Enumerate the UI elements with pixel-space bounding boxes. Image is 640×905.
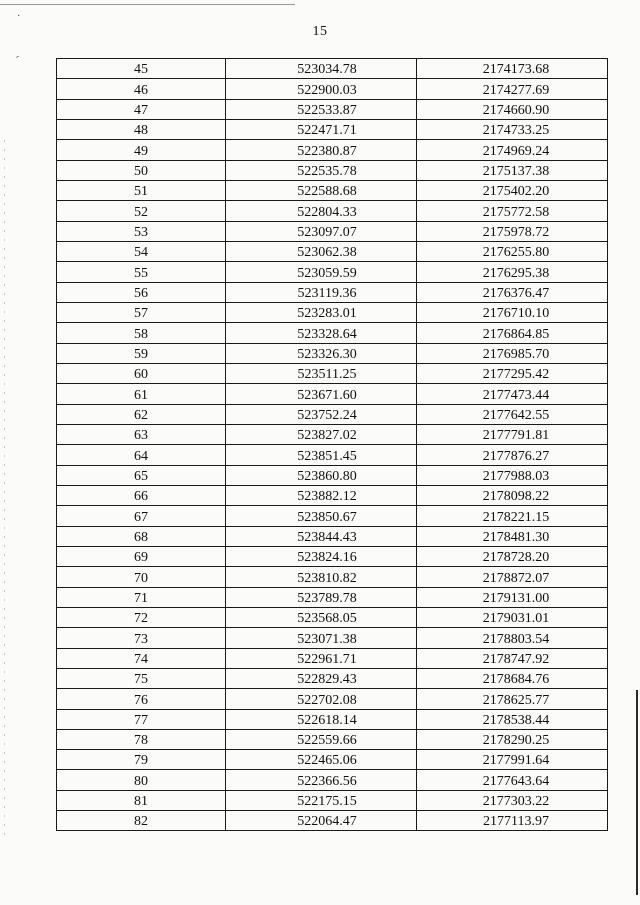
cell-text: 523860.80 (297, 468, 357, 484)
cell-text: 68 (134, 529, 148, 545)
y-coordinate-cell (417, 282, 608, 302)
table-row (57, 526, 608, 546)
point-number-cell (57, 140, 226, 160)
cell-text: 2174173.68 (482, 62, 550, 78)
cell-text: 2177791.81 (482, 428, 550, 444)
cell-text: 57 (134, 306, 148, 322)
cell-text: 51 (134, 184, 148, 200)
page-number: 15 (312, 24, 328, 39)
cell-text: 2174660.90 (482, 102, 550, 118)
y-coordinate-cell (417, 262, 608, 282)
y-coordinate-cell (417, 506, 608, 526)
table-row (57, 404, 608, 424)
cell-text: 523119.36 (297, 285, 357, 301)
cell-text: 523059.59 (297, 265, 357, 281)
point-number-cell (57, 119, 226, 139)
point-number-cell (57, 323, 226, 343)
x-coordinate-cell (226, 648, 417, 668)
table-row (57, 811, 608, 831)
cell-text: 60 (134, 367, 148, 383)
cell-text: 2175402.20 (482, 184, 550, 200)
x-coordinate-cell (226, 384, 417, 404)
point-number-cell (57, 201, 226, 221)
coordinates-table (56, 58, 608, 831)
y-coordinate-cell (417, 119, 608, 139)
table-row (57, 628, 608, 648)
point-number-cell (57, 302, 226, 322)
table-row (57, 282, 608, 302)
y-coordinate-cell (417, 628, 608, 648)
x-coordinate-cell (226, 262, 417, 282)
x-coordinate-cell (226, 424, 417, 444)
cell-text: 522175.15 (297, 794, 357, 810)
table-row (57, 363, 608, 383)
x-coordinate-cell (226, 770, 417, 790)
cell-text: 2178221.15 (482, 509, 550, 525)
cell-text: 47 (134, 102, 148, 118)
cell-text: 2175978.72 (482, 224, 550, 240)
point-number-cell (57, 668, 226, 688)
table-row (57, 546, 608, 566)
scan-margin-dots (4, 140, 5, 840)
table-row (57, 648, 608, 668)
cell-text: 2178538.44 (482, 712, 550, 728)
cell-text: 54 (134, 245, 148, 261)
point-number-cell (57, 241, 226, 261)
cell-text: 523789.78 (297, 590, 357, 606)
y-coordinate-cell (417, 424, 608, 444)
cell-text: 2177303.22 (482, 794, 550, 810)
table-row (57, 607, 608, 627)
cell-text: 2177988.03 (482, 468, 550, 484)
x-coordinate-cell (226, 750, 417, 770)
point-number-cell (57, 282, 226, 302)
cell-text: 2176255.80 (482, 245, 550, 261)
point-number-cell (57, 465, 226, 485)
cell-text: 522804.33 (297, 204, 357, 220)
cell-text: 523097.07 (297, 224, 357, 240)
y-coordinate-cell (417, 363, 608, 383)
cell-text: 522465.06 (297, 753, 357, 769)
point-number-cell (57, 384, 226, 404)
cell-text: 2174277.69 (482, 82, 550, 98)
cell-text: 2174969.24 (482, 143, 550, 159)
cell-text: 2178684.76 (482, 672, 550, 688)
point-number-cell (57, 689, 226, 709)
point-number-cell (57, 160, 226, 180)
table-row (57, 485, 608, 505)
table-row (57, 750, 608, 770)
point-number-cell (57, 750, 226, 770)
table-row (57, 262, 608, 282)
point-number-cell (57, 628, 226, 648)
y-coordinate-cell (417, 485, 608, 505)
cell-text: 65 (134, 468, 148, 484)
cell-text: 78 (134, 733, 148, 749)
cell-text: 522535.78 (297, 163, 357, 179)
y-coordinate-cell (417, 79, 608, 99)
cell-text: 63 (134, 428, 148, 444)
x-coordinate-cell (226, 241, 417, 261)
cell-text: 66 (134, 489, 148, 505)
x-coordinate-cell (226, 140, 417, 160)
cell-text: 2176295.38 (482, 265, 550, 281)
cell-text: 2178098.22 (482, 489, 550, 505)
cell-text: 46 (134, 82, 148, 98)
cell-text: 67 (134, 509, 148, 525)
cell-text: 2179131.00 (482, 590, 550, 606)
x-coordinate-cell (226, 506, 417, 526)
cell-text: 2178290.25 (482, 733, 550, 749)
cell-text: 2178803.54 (482, 631, 550, 647)
x-coordinate-cell (226, 587, 417, 607)
table-row (57, 790, 608, 810)
cell-text: 522064.47 (297, 814, 357, 830)
point-number-cell (57, 343, 226, 363)
cell-text: 82 (134, 814, 148, 830)
cell-text: 2178481.30 (482, 529, 550, 545)
point-number-cell (57, 262, 226, 282)
cell-text: 523568.05 (297, 611, 357, 627)
table-row (57, 567, 608, 587)
x-coordinate-cell (226, 790, 417, 810)
point-number-cell (57, 607, 226, 627)
table-row (57, 99, 608, 119)
table-row (57, 59, 608, 79)
point-number-cell (57, 363, 226, 383)
y-coordinate-cell (417, 404, 608, 424)
cell-text: 80 (134, 773, 148, 789)
cell-text: 2178625.77 (482, 692, 550, 708)
x-coordinate-cell (226, 567, 417, 587)
point-number-cell (57, 180, 226, 200)
y-coordinate-cell (417, 567, 608, 587)
cell-text: 48 (134, 123, 148, 139)
cell-text: 523752.24 (297, 407, 357, 423)
cell-text: 50 (134, 163, 148, 179)
cell-text: 523851.45 (297, 448, 357, 464)
table-row (57, 709, 608, 729)
cell-text: 2174733.25 (482, 123, 550, 139)
cell-text: 2179031.01 (482, 611, 550, 627)
point-number-cell (57, 770, 226, 790)
y-coordinate-cell (417, 180, 608, 200)
x-coordinate-cell (226, 607, 417, 627)
cell-text: 523850.67 (297, 509, 357, 525)
table-row (57, 506, 608, 526)
point-number-cell (57, 404, 226, 424)
cell-text: 2176376.47 (482, 285, 550, 301)
cell-text: 522366.56 (297, 773, 357, 789)
point-number-cell (57, 485, 226, 505)
x-coordinate-cell (226, 546, 417, 566)
point-number-cell (57, 790, 226, 810)
y-coordinate-cell (417, 140, 608, 160)
x-coordinate-cell (226, 282, 417, 302)
table-row (57, 343, 608, 363)
top-rule (0, 4, 295, 5)
cell-text: 522533.87 (297, 102, 357, 118)
y-coordinate-cell (417, 607, 608, 627)
cell-text: 522618.14 (297, 712, 357, 728)
cell-text: 523810.82 (297, 570, 357, 586)
x-coordinate-cell (226, 343, 417, 363)
cell-text: 72 (134, 611, 148, 627)
x-coordinate-cell (226, 689, 417, 709)
cell-text: 64 (134, 448, 148, 464)
point-number-cell (57, 99, 226, 119)
x-coordinate-cell (226, 99, 417, 119)
cell-text: 522900.03 (297, 82, 357, 98)
cell-text: 76 (134, 692, 148, 708)
y-coordinate-cell (417, 445, 608, 465)
cell-text: 522471.71 (297, 123, 357, 139)
scan-mark: - (13, 50, 22, 63)
cell-text: 522829.43 (297, 672, 357, 688)
cell-text: 523071.38 (297, 631, 357, 647)
cell-text: 73 (134, 631, 148, 647)
table-row (57, 384, 608, 404)
table-row (57, 302, 608, 322)
cell-text: 77 (134, 712, 148, 728)
cell-text: 523328.64 (297, 326, 357, 342)
table-row (57, 241, 608, 261)
cell-text: 45 (134, 62, 148, 78)
cell-text: 523062.38 (297, 245, 357, 261)
cell-text: 55 (134, 265, 148, 281)
cell-text: 523671.60 (297, 387, 357, 403)
x-coordinate-cell (226, 445, 417, 465)
cell-text: 2178728.20 (482, 550, 550, 566)
point-number-cell (57, 445, 226, 465)
y-coordinate-cell (417, 729, 608, 749)
x-coordinate-cell (226, 709, 417, 729)
cell-text: 522961.71 (297, 651, 357, 667)
cell-text: 2176864.85 (482, 326, 550, 342)
cell-text: 2175772.58 (482, 204, 550, 220)
cell-text: 53 (134, 224, 148, 240)
point-number-cell (57, 567, 226, 587)
y-coordinate-cell (417, 221, 608, 241)
y-coordinate-cell (417, 770, 608, 790)
cell-text: 2177991.64 (482, 753, 550, 769)
y-coordinate-cell (417, 648, 608, 668)
cell-text: 2177876.27 (482, 448, 550, 464)
y-coordinate-cell (417, 59, 608, 79)
y-coordinate-cell (417, 201, 608, 221)
point-number-cell (57, 709, 226, 729)
table-row (57, 180, 608, 200)
x-coordinate-cell (226, 628, 417, 648)
point-number-cell (57, 424, 226, 444)
x-coordinate-cell (226, 729, 417, 749)
table-row (57, 424, 608, 444)
y-coordinate-cell (417, 384, 608, 404)
x-coordinate-cell (226, 160, 417, 180)
x-coordinate-cell (226, 485, 417, 505)
cell-text: 522380.87 (297, 143, 357, 159)
table-row (57, 119, 608, 139)
table-row (57, 221, 608, 241)
y-coordinate-cell (417, 99, 608, 119)
point-number-cell (57, 546, 226, 566)
table-row (57, 465, 608, 485)
cell-text: 79 (134, 753, 148, 769)
x-coordinate-cell (226, 404, 417, 424)
x-coordinate-cell (226, 79, 417, 99)
y-coordinate-cell (417, 241, 608, 261)
cell-text: 71 (134, 590, 148, 606)
cell-text: 2177643.64 (482, 773, 550, 789)
table-row (57, 587, 608, 607)
x-coordinate-cell (226, 119, 417, 139)
x-coordinate-cell (226, 465, 417, 485)
y-coordinate-cell (417, 465, 608, 485)
point-number-cell (57, 811, 226, 831)
cell-text: 523511.25 (297, 367, 357, 383)
table-row (57, 729, 608, 749)
y-coordinate-cell (417, 750, 608, 770)
y-coordinate-cell (417, 709, 608, 729)
scan-edge-shadow (636, 690, 638, 895)
cell-text: 70 (134, 570, 148, 586)
x-coordinate-cell (226, 201, 417, 221)
table-row (57, 668, 608, 688)
cell-text: 2176985.70 (482, 346, 550, 362)
y-coordinate-cell (417, 160, 608, 180)
scan-mark: · (17, 11, 21, 22)
cell-text: 49 (134, 143, 148, 159)
y-coordinate-cell (417, 546, 608, 566)
point-number-cell (57, 587, 226, 607)
cell-text: 2177642.55 (482, 407, 550, 423)
point-number-cell (57, 526, 226, 546)
y-coordinate-cell (417, 526, 608, 546)
y-coordinate-cell (417, 689, 608, 709)
cell-text: 2176710.10 (482, 306, 550, 322)
table-row (57, 79, 608, 99)
point-number-cell (57, 506, 226, 526)
table-row (57, 140, 608, 160)
cell-text: 522702.08 (297, 692, 357, 708)
cell-text: 61 (134, 387, 148, 403)
cell-text: 2177473.44 (482, 387, 550, 403)
cell-text: 523283.01 (297, 306, 357, 322)
y-coordinate-cell (417, 668, 608, 688)
cell-text: 58 (134, 326, 148, 342)
point-number-cell (57, 79, 226, 99)
point-number-cell (57, 221, 226, 241)
cell-text: 523326.30 (297, 346, 357, 362)
y-coordinate-cell (417, 323, 608, 343)
x-coordinate-cell (226, 59, 417, 79)
x-coordinate-cell (226, 180, 417, 200)
table-row (57, 323, 608, 343)
coordinates-table-body (57, 59, 608, 831)
point-number-cell (57, 729, 226, 749)
table-row (57, 160, 608, 180)
x-coordinate-cell (226, 221, 417, 241)
cell-text: 523882.12 (297, 489, 357, 505)
y-coordinate-cell (417, 811, 608, 831)
table-row (57, 445, 608, 465)
cell-text: 56 (134, 285, 148, 301)
cell-text: 523827.02 (297, 428, 357, 444)
cell-text: 74 (134, 651, 148, 667)
cell-text: 523844.43 (297, 529, 357, 545)
cell-text: 75 (134, 672, 148, 688)
y-coordinate-cell (417, 343, 608, 363)
table-row (57, 770, 608, 790)
x-coordinate-cell (226, 302, 417, 322)
y-coordinate-cell (417, 587, 608, 607)
cell-text: 52 (134, 204, 148, 220)
cell-text: 523824.16 (297, 550, 357, 566)
cell-text: 2178872.07 (482, 570, 550, 586)
x-coordinate-cell (226, 811, 417, 831)
cell-text: 522588.68 (297, 184, 357, 200)
cell-text: 2178747.92 (482, 651, 550, 667)
x-coordinate-cell (226, 363, 417, 383)
table-row (57, 201, 608, 221)
cell-text: 81 (134, 794, 148, 810)
cell-text: 2175137.38 (482, 163, 550, 179)
table-row (57, 689, 608, 709)
point-number-cell (57, 59, 226, 79)
x-coordinate-cell (226, 526, 417, 546)
cell-text: 62 (134, 407, 148, 423)
cell-text: 69 (134, 550, 148, 566)
point-number-cell (57, 648, 226, 668)
cell-text: 2177295.42 (482, 367, 550, 383)
y-coordinate-cell (417, 302, 608, 322)
cell-text: 523034.78 (297, 62, 357, 78)
x-coordinate-cell (226, 668, 417, 688)
y-coordinate-cell (417, 790, 608, 810)
x-coordinate-cell (226, 323, 417, 343)
cell-text: 59 (134, 346, 148, 362)
cell-text: 2177113.97 (483, 814, 549, 830)
cell-text: 522559.66 (297, 733, 357, 749)
